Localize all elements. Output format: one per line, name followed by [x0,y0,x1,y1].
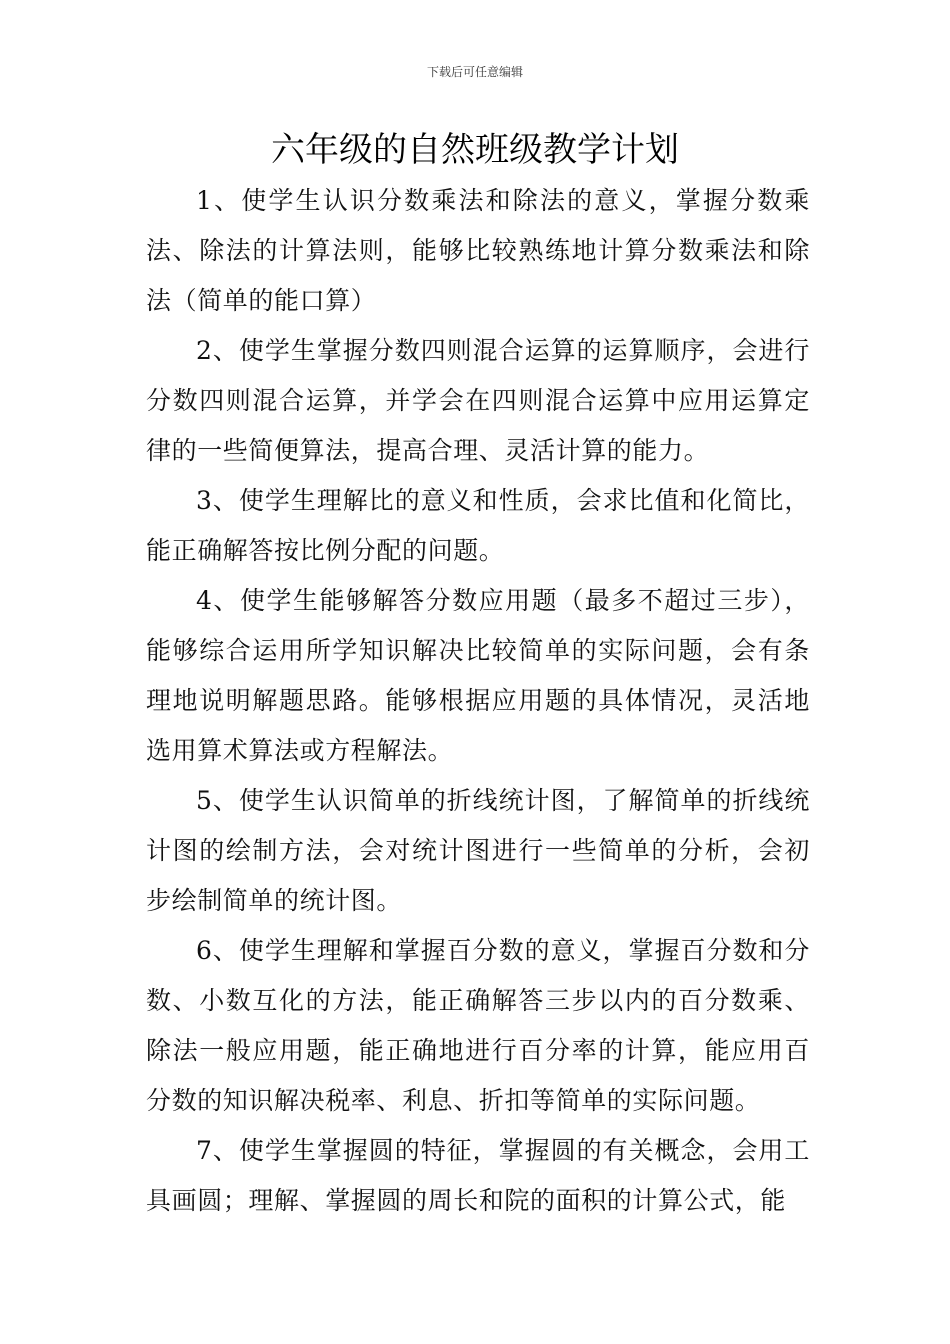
paragraph-6: 6、使学生理解和掌握百分数的意义，掌握百分数和分数、小数互化的方法，能正确解答三步以内的百分数乘、除法一般应用题，能正确地进行百分率的计算，能应用百分数的知识解决税率、利息、折扣等简单的实际问题。 [146,936,810,1115]
paragraph-5: 5、使学生认识简单的折线统计图，了解简单的折线统计图的绘制方法，会对统计图进行一些简单的分析，会初步绘制简单的统计图。 [146,786,810,915]
paragraph-1: 1、使学生认识分数乘法和除法的意义，掌握分数乘法、除法的计算法则，能够比较熟练地计算分数乘法和除法（简单的能口算） [146,186,810,315]
header-note: 下载后可任意编辑 [426,65,523,79]
document-title: 六年级的自然班级教学计划 [271,130,679,170]
document-body [146,176,810,1226]
paragraph-4: 4、使学生能够解答分数应用题（最多不超过三步），能够综合运用所学知识解决比较简单的实际问题，会有条理地说明解题思路。能够根据应用题的具体情况，灵活地选用算术算法或方程解法。 [146,586,810,765]
paragraph-3: 3、使学生理解比的意义和性质，会求比值和化简比，能正确解答按比例分配的问题。 [146,486,810,565]
paragraph-2: 2、使学生掌握分数四则混合运算的运算顺序，会进行分数四则混合运算，并学会在四则混合运算中应用运算定律的一些简便算法，提高合理、灵活计算的能力。 [146,336,810,465]
paragraph-7: 7、使学生掌握圆的特征，掌握圆的有关概念，会用工具画圆；理解、掌握圆的周长和院的面积的计算公式，能 [146,1136,810,1215]
